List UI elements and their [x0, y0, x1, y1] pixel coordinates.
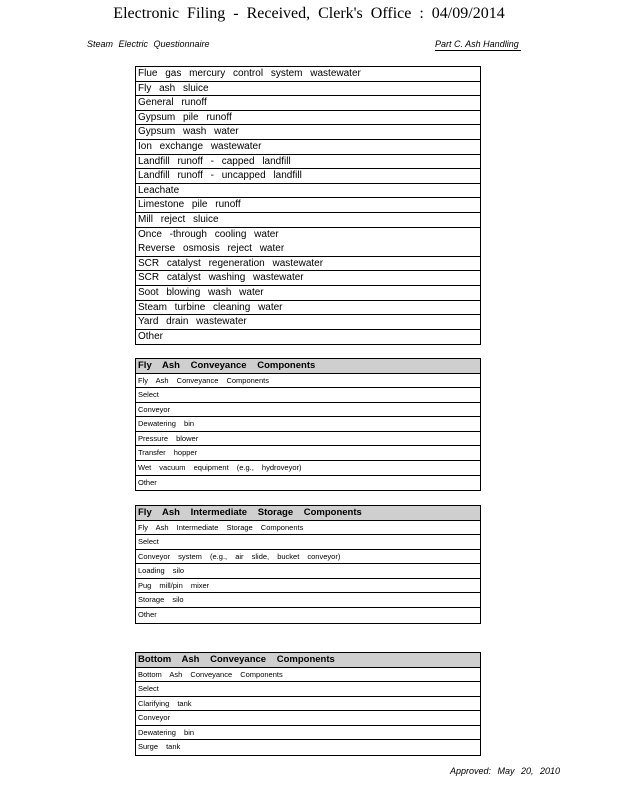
bottom-ash-conveyance-table — [135, 652, 481, 756]
table-row[interactable]: Clarifying tank — [136, 697, 480, 712]
table-row[interactable]: Loading silo — [136, 564, 480, 579]
table-title: Bottom Ash Conveyance Components — [136, 653, 480, 668]
fly-ash-storage-table — [135, 505, 481, 624]
table-row[interactable]: Pug mill/pin mixer — [136, 579, 480, 594]
list-item[interactable]: Landfill runoff - uncapped landfill — [136, 169, 480, 184]
filing-banner: Electronic Filing - Received, Clerk's Office : 04/09/2014 — [113, 5, 505, 22]
table-row: Fly Ash Intermediate Storage Components — [136, 521, 480, 536]
list-item[interactable]: SCR catalyst washing wastewater — [136, 271, 480, 286]
list-item[interactable]: Leachate — [136, 184, 480, 199]
table-row[interactable]: Transfer hopper — [136, 446, 480, 461]
table-row[interactable]: Dewatering bin — [136, 726, 480, 741]
list-item[interactable]: Limestone pile runoff — [136, 198, 480, 213]
list-item[interactable]: General runoff — [136, 96, 480, 111]
table-row[interactable]: Dewatering bin — [136, 417, 480, 432]
table-row[interactable]: Storage silo — [136, 593, 480, 608]
wastewater-list — [135, 66, 481, 345]
table-row: Bottom Ash Conveyance Components — [136, 668, 480, 683]
table-row[interactable]: Other — [138, 610, 157, 620]
table-row: Fly Ash Conveyance Components — [136, 374, 480, 389]
approval-date: Approved: May 20, 2010 — [450, 766, 561, 776]
list-item[interactable]: Flue gas mercury control system wastewater — [136, 67, 480, 82]
table-row[interactable]: Select — [136, 388, 480, 403]
fly-ash-conveyance-table — [135, 358, 481, 491]
table-row[interactable]: Conveyor — [136, 403, 480, 418]
table-row[interactable]: Wet vacuum equipment (e.g., hydroveyor) — [136, 461, 480, 476]
table-title: Fly Ash Conveyance Components — [136, 359, 480, 374]
list-item[interactable]: Once -through cooling water — [138, 228, 279, 240]
table-row[interactable]: Pressure blower — [136, 432, 480, 447]
list-item[interactable]: Yard drain wastewater — [136, 315, 480, 330]
list-item[interactable]: Ion exchange wastewater — [136, 140, 480, 155]
table-row[interactable]: Select — [136, 535, 480, 550]
list-item[interactable]: Gypsum wash water — [136, 125, 480, 140]
list-item[interactable]: Landfill runoff - capped landfill — [136, 155, 480, 170]
section-title: Part C. Ash Handling — [435, 39, 519, 49]
list-item[interactable]: Mill reject sluice — [136, 213, 480, 228]
list-item[interactable]: Fly ash sluice — [136, 82, 480, 97]
table-row[interactable]: Surge tank — [138, 742, 181, 752]
list-item[interactable]: Reverse osmosis reject water — [136, 242, 480, 257]
list-item[interactable]: Soot blowing wash water — [136, 286, 480, 301]
list-item[interactable]: SCR catalyst regeneration wastewater — [136, 257, 480, 272]
table-row[interactable]: Conveyor — [136, 711, 480, 726]
list-item[interactable]: Gypsum pile runoff — [136, 111, 480, 126]
table-row[interactable]: Other — [138, 477, 157, 487]
table-row[interactable]: Select — [136, 682, 480, 697]
form-title: Steam Electric Questionnaire — [87, 39, 210, 49]
table-title: Fly Ash Intermediate Storage Components — [136, 506, 480, 521]
list-item[interactable]: Other — [138, 330, 164, 342]
table-row[interactable]: Conveyor system (e.g., air slide, bucket conveyor) — [136, 550, 480, 565]
list-item[interactable]: Steam turbine cleaning water — [136, 301, 480, 316]
